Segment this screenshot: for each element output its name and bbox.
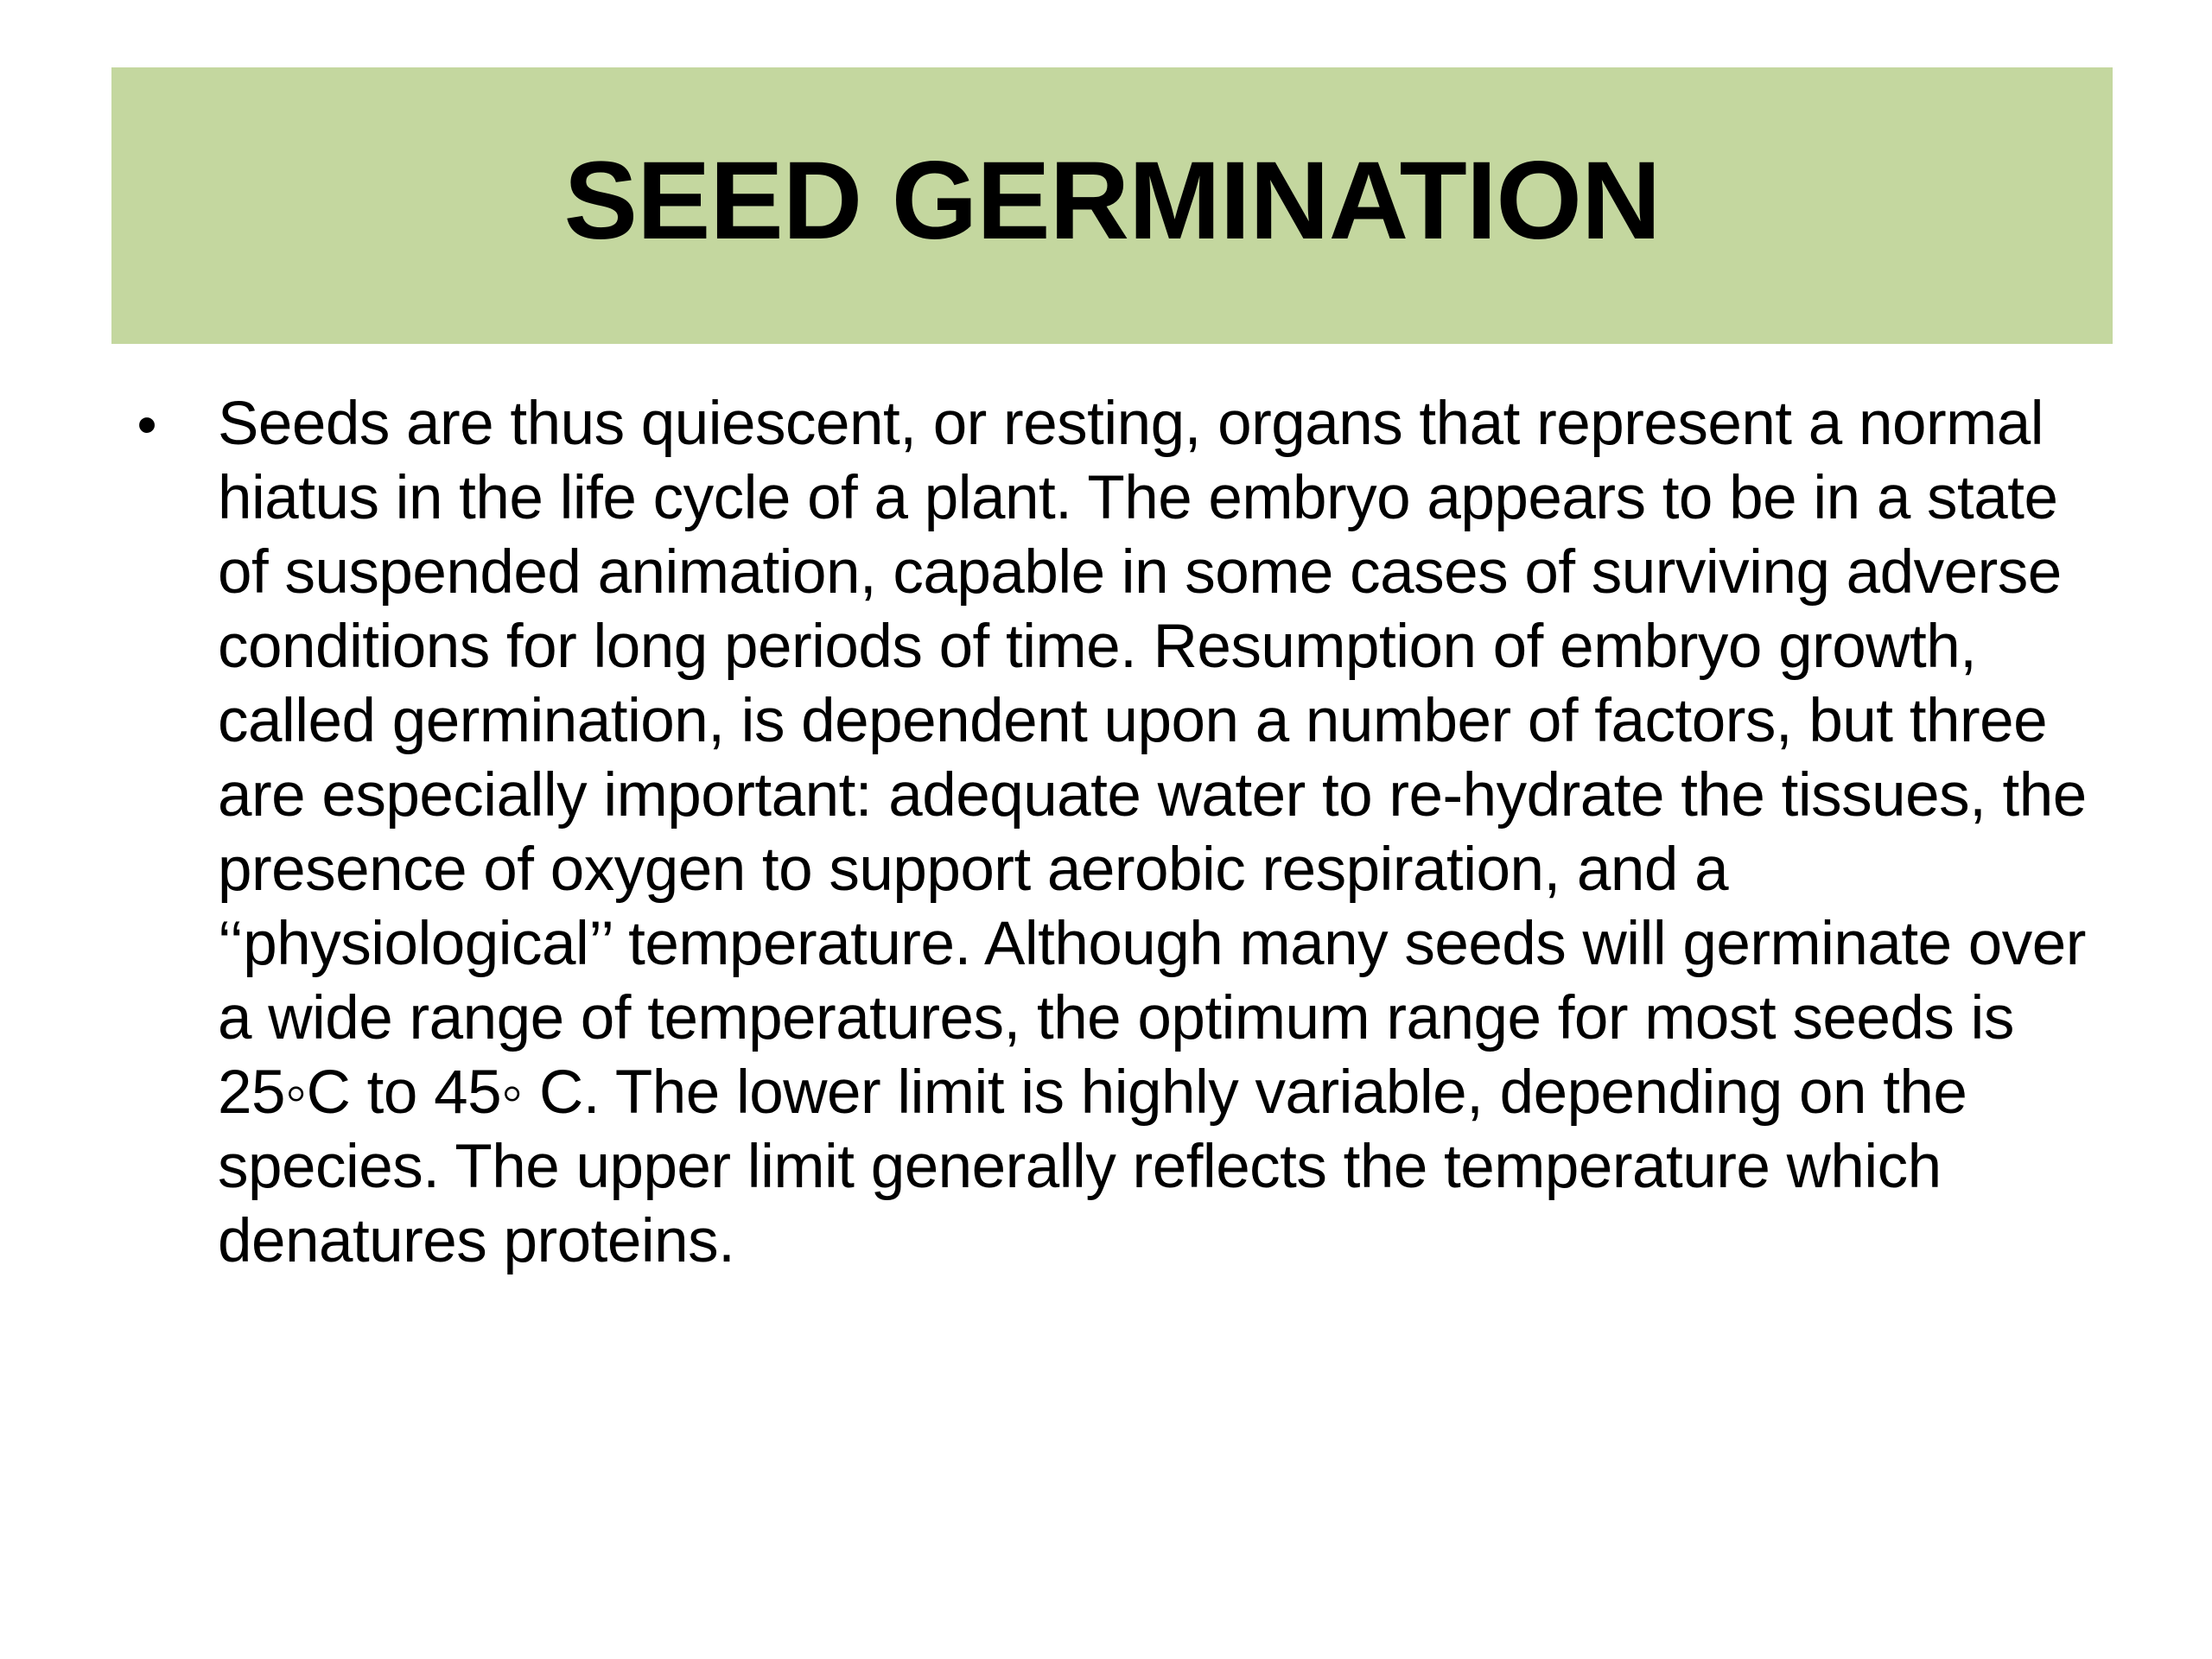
slide-title: SEED GERMINATION	[563, 139, 1661, 263]
title-banner	[111, 67, 2113, 344]
bullet-paragraph: Seeds are thus quiescent, or resting, organs that represent a normal hiatus in the life cycle of a plant. The embryo appears to be in a state of suspended animation, capable in some cases of surviving adverse conditions for long periods of time. Resumption of embryo growth, called germination, is dependent upon a number of factors, but three are especially important: adequate water to re-hydrate the tissues, the presence of oxygen to support aerobic respiration, and a ‘‘physiological’’ temperature. Although many seeds will germinate over a wide range of temperatures, the optimum range for most seeds is 25◦C to 45◦ C. The lower limit is highly variable, depending on the species. The upper limit generally reflects the temperature which denatures proteins.	[218, 390, 2087, 1275]
bullet-marker: •	[137, 392, 157, 456]
